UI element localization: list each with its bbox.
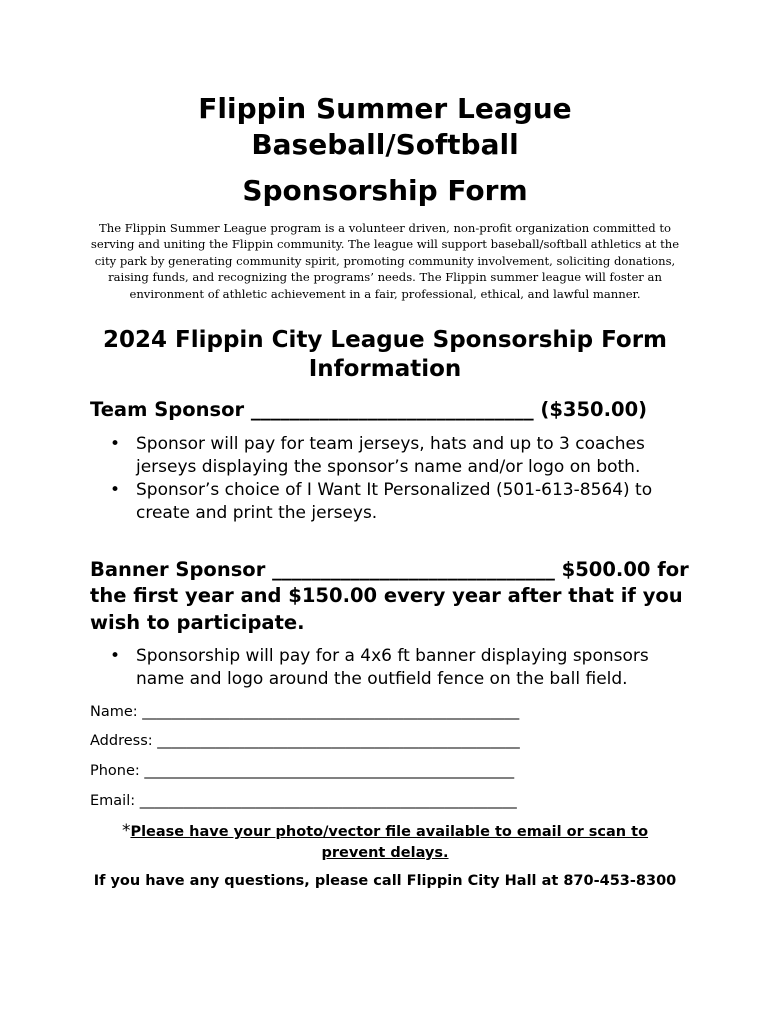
bullet-icon: • — [110, 434, 121, 454]
team-sponsor-bullets — [90, 433, 690, 525]
intro-paragraph: The Flippin Summer League program is a volunteer driven, non-profit organization committed to serving and uniting the Flippin community. The league will support baseball/softball athletics at the city park by generating community spirit, promoting community involvement, soliciting donations, raising funds, and recognizing the programs’ needs. The Flippin summer league will foster an environment of athletic achievement in a fair, professional, ethical, and lawful manner. — [90, 221, 680, 301]
file-note-text: Please have your photo/vector file available to email or scan to prevent delays. — [130, 824, 649, 861]
address-field[interactable]: Address: __________________________________________________ — [90, 733, 520, 749]
file-note — [90, 821, 680, 864]
name-field[interactable]: Name: ____________________________________________________ — [90, 704, 520, 720]
bullet-text: Sponsorship will pay for a 4x6 ft banner displaying sponsors name and logo around the outfield fence on the ball field. — [136, 646, 649, 689]
list-item — [90, 433, 690, 479]
email-field[interactable]: Email: ____________________________________________________ — [90, 793, 517, 809]
team-sponsor-heading: Team Sponsor _____________________________ ($350.00) — [90, 398, 648, 421]
title-line-3: Sponsorship Form — [242, 174, 528, 207]
banner-sponsor-heading: Banner Sponsor _____________________________ $500.00 for the first year and $150.00 every year after that if you wish to participate. — [90, 558, 689, 634]
contact-info: If you have any questions, please call Flippin City Hall at 870-453-8300 — [93, 873, 677, 889]
bullet-icon: • — [110, 480, 121, 500]
bullet-text: Sponsor will pay for team jerseys, hats and up to 3 coaches jerseys displaying the sponsor’s name and/or logo on both. — [136, 434, 645, 477]
asterisk: * — [121, 821, 131, 841]
title-line-1: Flippin Summer League — [198, 92, 572, 125]
bullet-icon: • — [110, 646, 121, 666]
list-item — [90, 479, 690, 525]
title-line-2: Baseball/Softball — [251, 128, 519, 161]
section-subheading: 2024 Flippin City League Sponsorship Form Information — [102, 327, 668, 382]
phone-field[interactable]: Phone: ___________________________________________________ — [90, 763, 515, 779]
banner-sponsor-bullets — [90, 645, 690, 691]
list-item — [90, 645, 690, 691]
bullet-text: Sponsor’s choice of I Want It Personalized (501-613-8564) to create and print the jerseys. — [136, 480, 653, 523]
